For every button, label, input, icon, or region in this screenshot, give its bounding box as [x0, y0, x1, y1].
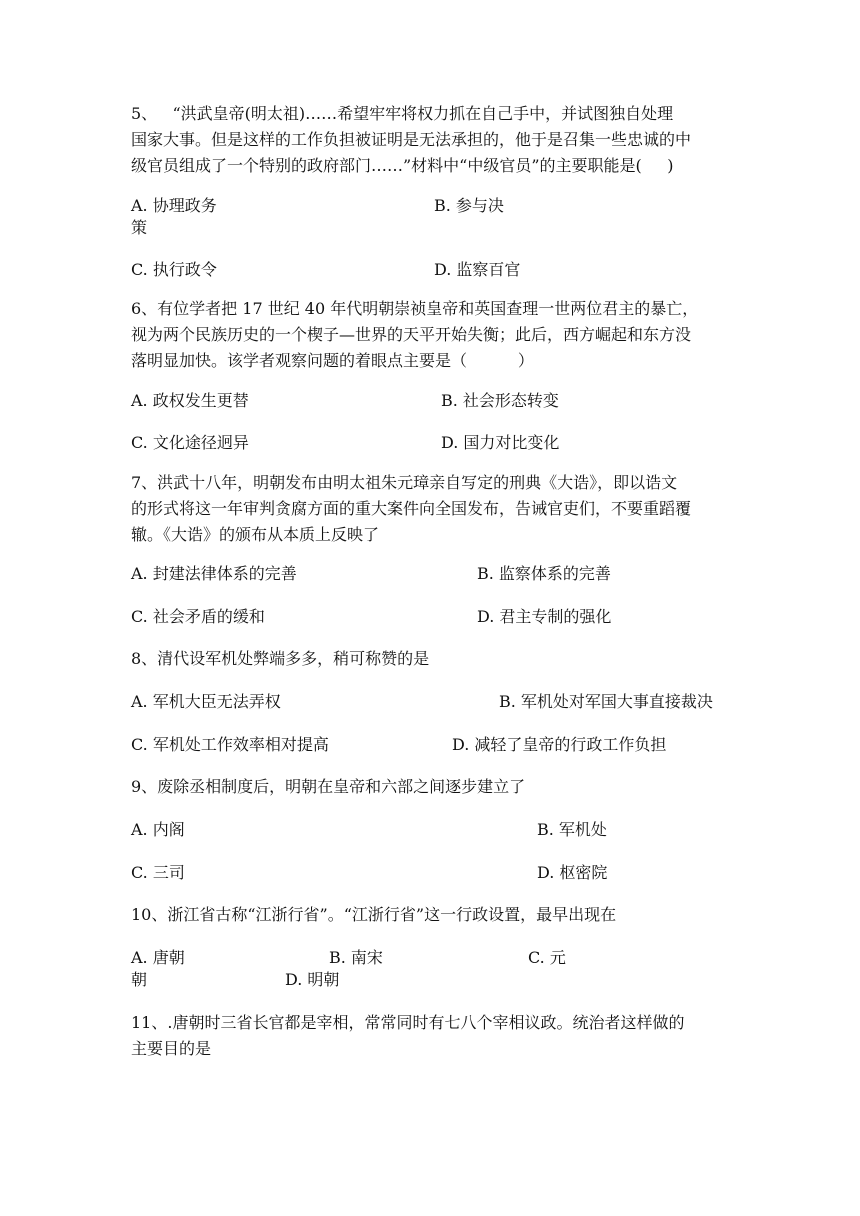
q6-option-d: D. 国力对比变化	[441, 433, 560, 452]
q5-option-b-wrap: 策	[131, 218, 148, 237]
q9-option-b: B. 军机处	[537, 820, 607, 839]
q11-stem-line-1: 11、.唐朝时三省长官都是宰相，常常同时有七八个宰相议政。统治者这样做的	[131, 1013, 685, 1032]
q9-stem: 9、废除丞相制度后，明朝在皇帝和六部之间逐步建立了	[131, 777, 526, 796]
q8-option-d: D. 减轻了皇帝的行政工作负担	[452, 735, 667, 754]
q7-stem-line-1: 7、洪武十八年，明朝发布由明太祖朱元璋亲自写定的刑典《大诰》，即以诰文	[131, 473, 678, 492]
q9-option-d: D. 枢密院	[537, 863, 608, 882]
q8-option-b: B. 军机处对军国大事直接裁决	[499, 692, 713, 711]
q5-option-a: A. 协理政务	[131, 196, 217, 215]
q7-option-c: C. 社会矛盾的缓和	[131, 607, 265, 626]
q7-stem-line-2: 的形式将这一年审判贪腐方面的重大案件向全国发布，告诫官吏们，不要重蹈覆	[131, 499, 692, 518]
q8-option-a: A. 军机大臣无法弄权	[131, 692, 281, 711]
q5-option-b: B. 参与决	[434, 196, 504, 215]
q7-option-d: D. 君主专制的强化	[477, 607, 612, 626]
q6-stem-line-2: 视为两个民族历史的一个楔子—世界的天平开始失衡；此后，西方崛起和东方没	[131, 325, 692, 344]
q5-option-c: C. 执行政令	[131, 260, 217, 279]
q7-option-b: B. 监察体系的完善	[477, 564, 611, 583]
q10-option-d: D. 明朝	[285, 970, 340, 989]
q5-stem-line-1: 5、 “洪武皇帝(明太祖)……希望牢牢将权力抓在自己手中，并试图独自处理	[131, 104, 674, 123]
q8-option-c: C. 军机处工作效率相对提高	[131, 735, 329, 754]
q7-option-a: A. 封建法律体系的完善	[131, 564, 297, 583]
q6-stem-line-3: 落明显加快。该学者观察问题的着眼点主要是（ ）	[131, 351, 534, 370]
q6-option-c: C. 文化途径迥异	[131, 433, 249, 452]
q11-stem-line-2: 主要目的是	[131, 1039, 212, 1058]
q10-option-a: A. 唐朝	[131, 948, 185, 967]
q6-option-b: B. 社会形态转变	[441, 391, 559, 410]
q9-option-c: C. 三司	[131, 863, 185, 882]
q10-option-b: B. 南宋	[329, 948, 383, 967]
q6-stem-line-1: 6、有位学者把 17 世纪 40 年代明朝崇祯皇帝和英国查理一世两位君主的暴亡，	[131, 299, 699, 318]
q5-stem-line-3: 级官员组成了一个特别的政府部门……”材料中“中级官员”的主要职能是( )	[131, 156, 674, 175]
q6-option-a: A. 政权发生更替	[131, 391, 249, 410]
q9-option-a: A. 内阁	[131, 820, 185, 839]
q7-stem-line-3: 辙。《大诰》的颁布从本质上反映了	[131, 525, 380, 544]
q10-stem: 10、浙江省古称“江浙行省”。“江浙行省”这一行政设置，最早出现在	[131, 905, 617, 924]
q8-stem: 8、清代设军机处弊端多多，稍可称赞的是	[131, 649, 430, 668]
q10-option-c-wrap: 朝	[131, 970, 148, 989]
q5-stem-line-2: 国家大事。但是这样的工作负担被证明是无法承担的，他于是召集一些忠诚的中	[131, 130, 692, 149]
q5-option-d: D. 监察百官	[434, 260, 521, 279]
q10-option-c: C. 元	[528, 948, 566, 967]
